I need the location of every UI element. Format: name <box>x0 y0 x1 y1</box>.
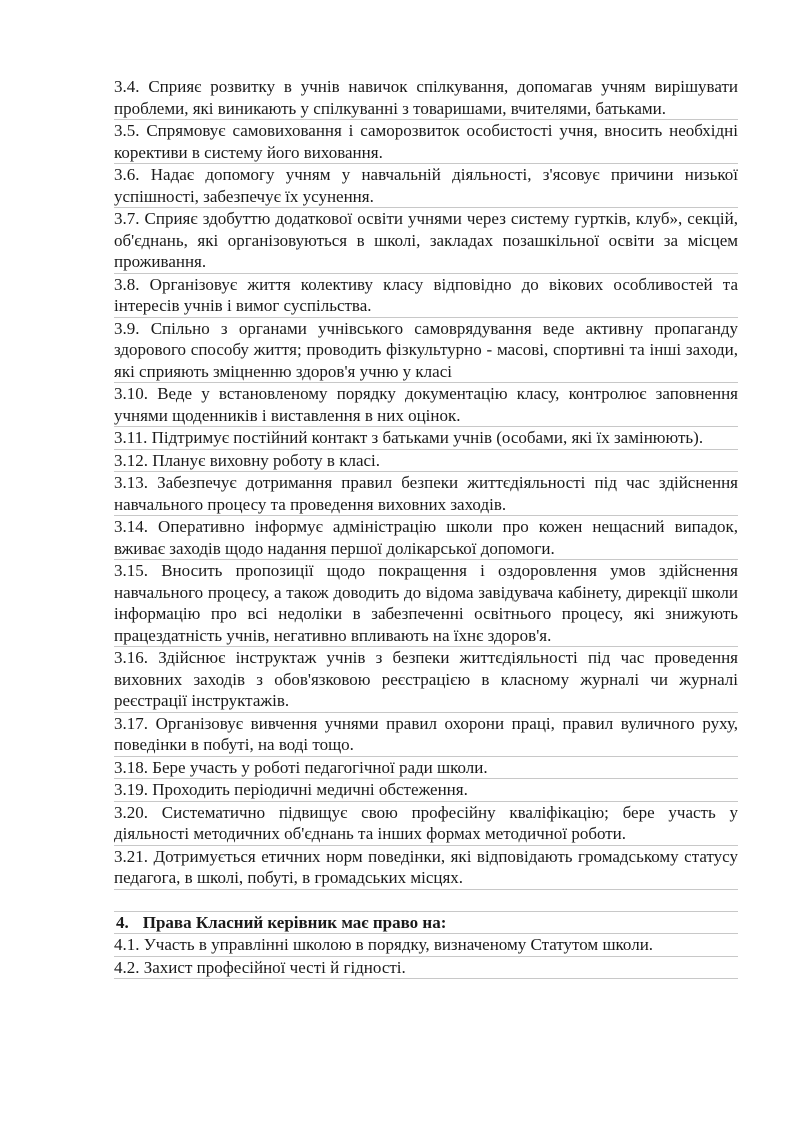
list-item: 3.9. Спільно з органами учнівського самоврядування веде активну пропаганду здорового способу життя; проводить фізкультурно - масові, спортивні та інші заходи, які сприяють зміцненню здоров'я учню у класі <box>114 318 738 384</box>
list-item: 3.7. Сприяє здобуттю додаткової освіти учнями через систему гуртків, клуб», секцій, об'єднань, які організовуються в школі, закладах позашкільної освіти за місцем проживання. <box>114 208 738 274</box>
section-3-list <box>114 76 738 890</box>
list-item: 3.21. Дотримується етичних норм поведінки, які відповідають громадському статусу педагога, в школі, побуті, в громадських місцях. <box>114 846 738 890</box>
list-item: 4.2. Захист професійної честі й гідності. <box>114 957 738 980</box>
list-item: 3.8. Організовує життя колективу класу відповідно до вікових особливостей та інтересів учнів і вимог суспільства. <box>114 274 738 318</box>
list-item: 3.11. Підтримує постійний контакт з батьками учнів (особами, які їх замінюють). <box>114 427 738 450</box>
document-body <box>114 76 738 979</box>
list-item: 3.13. Забезпечує дотримання правил безпеки життєдіяльності під час здійснення навчального процесу та проведення виховних заходів. <box>114 472 738 516</box>
list-item: 3.10. Веде у встановленому порядку документацію класу, контролює заповнення учнями щоденників і виставлення в них оцінок. <box>114 383 738 427</box>
section-4-title: Права Класний керівник має право на: <box>142 912 447 932</box>
list-item: 3.6. Надає допомогу учням у навчальній діяльності, з'ясовує причини низької успішності, забезпечує їх усунення. <box>114 164 738 208</box>
blank-row <box>114 890 738 912</box>
list-item: 3.15. Вносить пропозиції щодо покращення і оздоровлення умов здійснення навчального процесу, а також доводить до відома завідувача кабінету, дирекції школи інформацію про всі недоліки в забезпеченні освітнього процесу, які знижують працездатність учнів, негативно впливають на їхнє здоров'я. <box>114 560 738 647</box>
section-4-list <box>114 934 738 979</box>
list-item: 3.12. Планує виховну роботу в класі. <box>114 450 738 473</box>
list-item: 3.17. Організовує вивчення учнями правил охорони праці, правил вуличного руху, поведінки в побуті, на воді тощо. <box>114 713 738 757</box>
list-item: 3.18. Бере участь у роботі педагогічної ради школи. <box>114 757 738 780</box>
list-item: 3.16. Здійснює інструктаж учнів з безпеки життєдіяльності під час проведення виховних заходів з обов'язковою реєстрацією в класному журналі чи журналі реєстрації інструктажів. <box>114 647 738 713</box>
list-item: 3.19. Проходить періодичні медичні обстеження. <box>114 779 738 802</box>
list-item: 4.1. Участь в управлінні школою в порядку, визначеному Статутом школи. <box>114 934 738 957</box>
list-item: 3.4. Сприяє розвитку в учнів навичок спілкування, допомагав учням вирішувати проблеми, які виникають у спілкуванні з товаришами, вчителями, батьками. <box>114 76 738 120</box>
list-item: 3.20. Систематично підвищує свою професійну кваліфікацію; бере участь у діяльності методичних об'єднань та інших формах методичної роботи. <box>114 802 738 846</box>
list-item: 3.14. Оперативно інформує адміністрацію школи про кожен нещасний випадок, вживає заходів щодо надання першої долікарської допомоги. <box>114 516 738 560</box>
section-4-number: 4. <box>116 912 129 932</box>
section-4-heading <box>114 912 738 935</box>
list-item: 3.5. Спрямовує самовиховання і саморозвиток особистості учня, вносить необхідні корективи в систему його виховання. <box>114 120 738 164</box>
